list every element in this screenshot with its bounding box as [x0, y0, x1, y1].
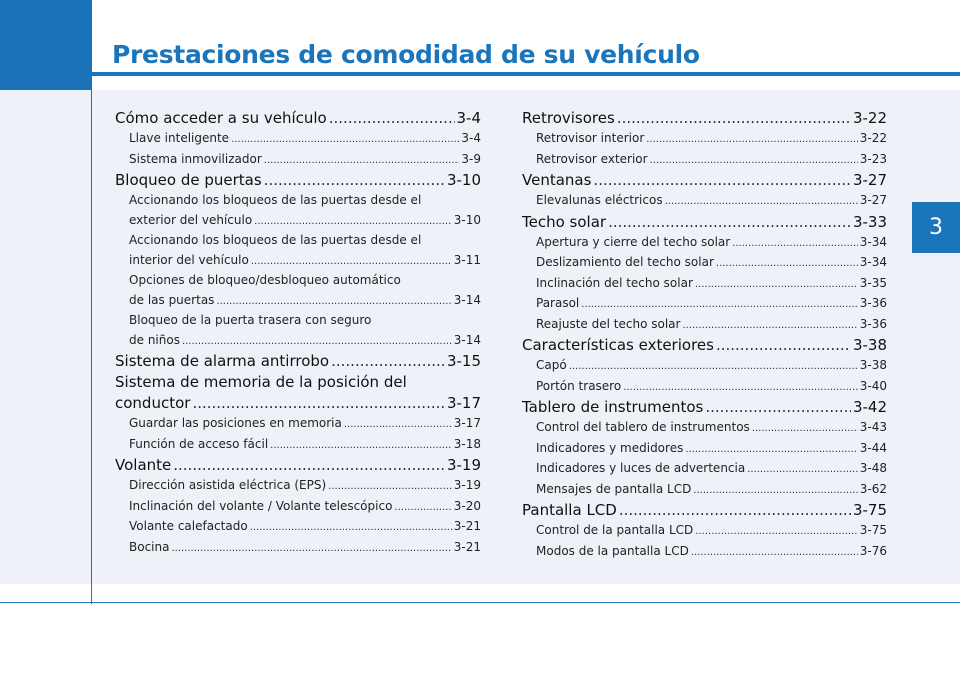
toc-label: interior del vehículo — [129, 252, 249, 267]
toc-section-exteriores[interactable] — [522, 335, 887, 356]
toc-leader — [650, 151, 858, 171]
toc-page: 3-20 — [453, 498, 481, 513]
toc-leader — [331, 351, 445, 372]
toc-page: 3-17 — [453, 416, 481, 430]
toc-item-apertura-techo[interactable] — [522, 233, 887, 254]
toc-item-porton-trasero[interactable] — [522, 377, 887, 398]
toc-item-indicadores-medidores[interactable] — [522, 439, 887, 460]
toc-item-inmovilizador[interactable] — [115, 150, 481, 171]
toc-page: 3-34 — [859, 255, 887, 269]
toc-page: 3-14 — [453, 332, 481, 347]
toc-label: Techo solar — [522, 212, 607, 231]
toc-page: 3-10 — [446, 171, 481, 189]
toc-label: Control del tablero de instrumentos — [536, 420, 750, 434]
toc-page: 3-62 — [859, 481, 887, 496]
toc-page: 3-38 — [859, 358, 887, 372]
toc-page: 3-17 — [446, 394, 481, 412]
toc-leader — [693, 481, 857, 501]
toc-label: Volante calefactado — [129, 519, 248, 533]
toc-page: 3-35 — [859, 275, 887, 290]
toc-label: conductor — [115, 394, 191, 412]
toc-label: Portón trasero — [536, 378, 622, 393]
toc-label: Retrovisores — [522, 109, 615, 127]
toc-label: Dirección asistida eléctrica (EPS) — [129, 478, 327, 492]
toc-page: 3-48 — [859, 461, 887, 475]
toc-item-seguro-ninos[interactable] — [115, 331, 481, 352]
toc-leader — [173, 455, 445, 476]
toc-section-alarma[interactable] — [115, 351, 481, 372]
toc-label: de las puertas — [129, 292, 215, 307]
toc-label: Cómo acceder a su vehículo — [115, 109, 327, 127]
toc-page: 3-19 — [446, 456, 481, 474]
toc-item-control-tablero[interactable] — [522, 418, 887, 439]
toc-label: Volante — [115, 456, 172, 474]
toc-section-tablero[interactable] — [522, 397, 887, 418]
toc-page: 3-43 — [859, 420, 887, 434]
toc-item-bloqueo-automatico[interactable] — [115, 291, 481, 312]
toc-page: 3-42 — [852, 398, 887, 416]
toc-leader — [264, 170, 445, 191]
toc-item-mensajes-lcd[interactable] — [522, 480, 887, 501]
toc-item-line: Accionando los bloqueos de las puertas desde el — [129, 193, 422, 207]
corner-block — [0, 0, 91, 90]
toc-item-bocina[interactable] — [115, 538, 481, 559]
toc-leader — [691, 543, 858, 563]
toc-page: 3-23 — [859, 151, 887, 166]
toc-page: 3-4 — [461, 131, 481, 145]
toc-page: 3-21 — [453, 539, 481, 554]
toc-label: Llave inteligente — [129, 131, 230, 145]
toc-label: Inclinación del techo solar — [536, 275, 693, 290]
toc-section-bloqueo[interactable] — [115, 170, 481, 191]
toc-leader — [747, 460, 858, 480]
toc-section-pantalla-lcd[interactable] — [522, 500, 887, 521]
toc-left-column — [115, 108, 481, 558]
toc-leader — [264, 151, 460, 171]
toc-leader — [394, 498, 451, 518]
toc-leader — [716, 335, 851, 356]
toc-label: Guardar las posiciones en memoria — [129, 416, 342, 430]
toc-leader — [685, 440, 857, 460]
toc-leader — [682, 316, 857, 336]
toc-label: Pantalla LCD — [522, 501, 617, 519]
toc-leader — [732, 234, 858, 254]
toc-page: 3-27 — [852, 171, 887, 189]
toc-item-direccion-asistida[interactable] — [115, 476, 481, 497]
toc-leader — [665, 192, 858, 212]
toc-page: 3-76 — [859, 543, 887, 558]
toc-page: 3-19 — [453, 478, 481, 492]
toc-item-luces-advertencia[interactable] — [522, 459, 887, 480]
toc-leader — [646, 130, 858, 150]
toc-page: 3-36 — [859, 316, 887, 331]
toc-page: 3-22 — [852, 109, 887, 127]
toc-label: Sistema inmovilizador — [129, 151, 262, 166]
toc-section-retrovisores[interactable] — [522, 108, 887, 129]
toc-label: Deslizamiento del techo solar — [536, 255, 714, 269]
toc-label: Retrovisor interior — [536, 131, 645, 145]
toc-page: 3-14 — [453, 292, 481, 307]
toc-page: 3-11 — [453, 252, 481, 267]
toc-leader — [695, 275, 858, 295]
toc-label: Apertura y cierre del techo solar — [536, 234, 731, 249]
toc-item-line: Accionando los bloqueos de las puertas desde el — [129, 233, 422, 247]
toc-page: 3-34 — [859, 234, 887, 249]
toc-leader — [705, 397, 851, 418]
toc-item-control-lcd[interactable] — [522, 521, 887, 542]
toc-leader — [251, 252, 452, 272]
toc-right-column — [522, 108, 887, 562]
toc-leader — [593, 170, 851, 191]
toc-label: Sistema de alarma antirrobo — [115, 352, 330, 370]
toc-label: Modos de la pantalla LCD — [536, 543, 689, 558]
title-rule — [91, 72, 960, 76]
toc-page: 3-21 — [453, 519, 481, 533]
toc-item-elevalunas[interactable] — [522, 191, 887, 212]
toc-leader — [171, 539, 451, 559]
toc-leader — [270, 436, 452, 456]
toc-item-guardar-posiciones[interactable] — [115, 414, 481, 435]
toc-page: 3-15 — [446, 352, 481, 370]
toc-leader — [329, 108, 455, 129]
toc-label: Indicadores y medidores — [536, 440, 684, 455]
toc-page: 3-40 — [859, 378, 887, 393]
toc-section-techo-solar[interactable] — [522, 212, 887, 233]
toc-leader — [695, 522, 857, 542]
toc-item-capo[interactable] — [522, 356, 887, 377]
toc-leader — [254, 212, 452, 232]
toc-label: exterior del vehículo — [129, 212, 253, 227]
toc-item-reajuste-techo[interactable] — [522, 315, 887, 336]
toc-label: Control de la pantalla LCD — [536, 523, 694, 537]
toc-item-retrovisor-exterior[interactable] — [522, 150, 887, 171]
toc-item-line: Opciones de bloqueo/desbloqueo automático — [129, 273, 401, 287]
toc-label: Tablero de instrumentos — [522, 398, 704, 416]
toc-page: 3-18 — [453, 436, 481, 451]
toc-label: Bloqueo de puertas — [115, 171, 262, 189]
toc-label: Ventanas — [522, 171, 592, 189]
toc-page: 3-9 — [461, 151, 481, 166]
toc-item-bloqueo-exterior[interactable] — [115, 211, 481, 232]
chapter-tab[interactable]: 3 — [912, 202, 960, 253]
toc-item-bloqueo-interior[interactable] — [115, 251, 481, 272]
toc-label: Inclinación del volante / Volante telescópico — [129, 498, 393, 513]
toc-leader — [581, 295, 858, 315]
toc-item-line: Bloqueo de la puerta trasera con seguro — [129, 313, 372, 327]
toc-page: 3-27 — [859, 193, 887, 207]
toc-label: Bocina — [129, 539, 170, 554]
toc-leader — [752, 419, 858, 439]
toc-item-inclinacion-techo[interactable] — [522, 274, 887, 295]
toc-leader — [344, 415, 452, 435]
toc-leader — [716, 254, 858, 274]
margin-rule — [91, 0, 92, 604]
toc-leader — [192, 393, 445, 414]
toc-item-inclinacion-volante[interactable] — [115, 497, 481, 518]
toc-page: 3-36 — [859, 296, 887, 310]
toc-leader — [250, 518, 452, 538]
toc-label: Mensajes de pantalla LCD — [536, 481, 692, 496]
toc-leader — [231, 130, 459, 150]
toc-label: Función de acceso fácil — [129, 436, 269, 451]
toc-leader — [216, 292, 451, 312]
toc-label: Características exteriores — [522, 336, 714, 354]
toc-page: 3-75 — [859, 523, 887, 537]
toc-label: de niños — [129, 332, 180, 347]
toc-page: 3-38 — [852, 336, 887, 354]
toc-label: Retrovisor exterior — [536, 151, 648, 166]
toc-label: Reajuste del techo solar — [536, 316, 681, 331]
toc-label: Capó — [536, 358, 567, 372]
toc-page: 3-33 — [852, 212, 887, 231]
toc-label: Elevalunas eléctricos — [536, 193, 663, 207]
toc-leader — [569, 357, 858, 377]
toc-page: 3-75 — [852, 501, 887, 519]
toc-label: Indicadores y luces de advertencia — [536, 461, 746, 475]
toc-page: 3-4 — [456, 109, 481, 127]
toc-item-acceso-facil[interactable] — [115, 435, 481, 456]
toc-leader — [328, 477, 452, 497]
toc-item-deslizamiento-techo[interactable] — [522, 253, 887, 274]
toc-item-volante-calefactado[interactable] — [115, 517, 481, 538]
toc-page: 3-22 — [859, 131, 887, 145]
toc-leader — [182, 332, 452, 352]
toc-section-memoria[interactable] — [115, 393, 481, 414]
footer-rule — [0, 602, 960, 603]
page-title: Prestaciones de comodidad de su vehículo — [112, 40, 700, 69]
toc-section-line: Sistema de memoria de la posición del — [115, 373, 407, 391]
toc-page: 3-10 — [453, 212, 481, 227]
toc-leader — [623, 378, 858, 398]
toc-item-parasol[interactable] — [522, 294, 887, 315]
toc-item-retrovisor-interior[interactable] — [522, 129, 887, 150]
toc-page: 3-44 — [859, 440, 887, 455]
toc-section-volante[interactable] — [115, 455, 481, 476]
toc-item-llave[interactable] — [115, 129, 481, 150]
toc-label: Parasol — [536, 296, 580, 310]
toc-leader — [608, 212, 851, 233]
toc-item-modos-lcd[interactable] — [522, 542, 887, 563]
toc-section-acceso[interactable] — [115, 108, 481, 129]
toc-leader — [619, 500, 851, 521]
toc-leader — [617, 108, 851, 129]
toc-section-ventanas[interactable] — [522, 170, 887, 191]
